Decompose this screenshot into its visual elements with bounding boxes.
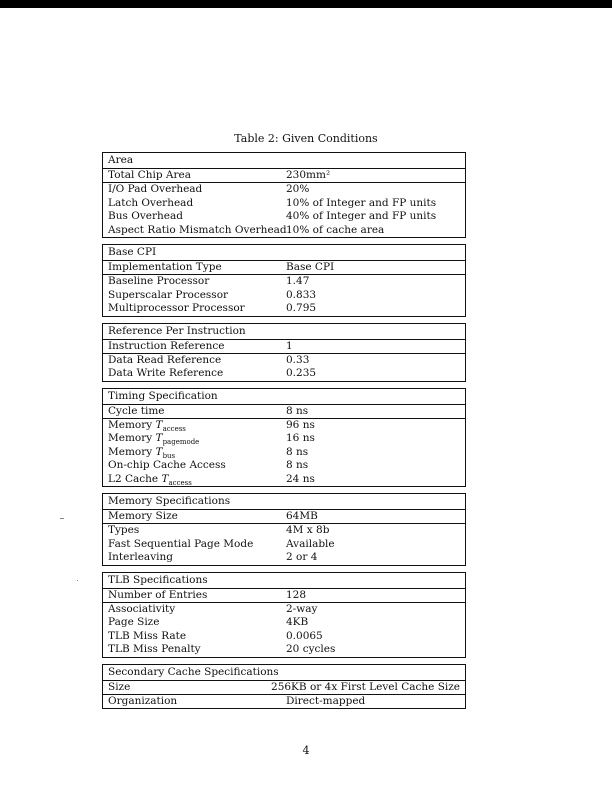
table-row [103, 538, 465, 551]
table-section [102, 493, 466, 566]
row-value: 0.833 [286, 288, 317, 301]
table-section [102, 244, 466, 317]
row-value: 8 ns [286, 445, 309, 458]
row-value: 24 ns [286, 472, 315, 485]
row-label: Data Read Reference [108, 353, 222, 366]
scan-speck [60, 518, 64, 519]
table-row [103, 446, 465, 459]
section-title: Area [103, 153, 465, 169]
table-caption: Table 2: Given Conditions [234, 132, 378, 145]
row-label: Cycle time [108, 404, 165, 417]
row-label: I/O Pad Overhead [108, 183, 203, 196]
table-row [103, 603, 465, 616]
table-row [103, 630, 465, 643]
table-row [103, 473, 465, 486]
row-value: 8 ns [286, 459, 309, 472]
row-label: Superscalar Processor [108, 288, 229, 301]
row-label: Total Chip Area [108, 169, 191, 181]
row-value: 0.235 [286, 367, 317, 380]
row-value: 128 [286, 588, 307, 601]
section-title: Base CPI [103, 245, 465, 261]
table-row [103, 459, 465, 472]
row-label: Page Size [108, 616, 160, 629]
section-title: Secondary Cache Specifications [103, 665, 465, 681]
row-label: On-chip Cache Access [108, 459, 226, 472]
row-label: Interleaving [108, 551, 173, 564]
row-value: 40% of Integer and FP units [286, 210, 437, 223]
row-label: Number of Entries [108, 588, 208, 601]
row-value: Direct-mapped [286, 694, 366, 707]
table-row [103, 275, 465, 288]
row-label: Associativity [108, 602, 176, 615]
row-value: 96 ns [286, 419, 315, 432]
table-section [102, 572, 466, 658]
table-row [103, 197, 465, 210]
table-section [102, 152, 466, 238]
table-row [103, 224, 465, 237]
section-title: TLB Specifications [103, 573, 465, 589]
table-row [103, 419, 465, 432]
row-value: 8 ns [286, 404, 309, 417]
row-label: TLB Miss Penalty [108, 643, 201, 656]
table-row [103, 210, 465, 223]
row-value: 20% [286, 183, 310, 196]
table-row [103, 405, 465, 419]
table-row [103, 183, 465, 196]
section-title: Memory Specifications [103, 494, 465, 510]
row-label: Implementation Type [108, 260, 222, 273]
table-row [103, 169, 465, 183]
row-value: 0.795 [286, 302, 317, 315]
row-label: Instruction Reference [108, 339, 225, 352]
table-row [103, 340, 465, 354]
row-label: TLB Miss Rate [108, 629, 187, 642]
row-value: 230mm² [286, 169, 331, 181]
row-label: Size [108, 680, 131, 693]
table-row [103, 616, 465, 629]
row-value: Base CPI [286, 260, 335, 273]
section-title: Reference Per Instruction [103, 324, 465, 340]
page-number: 4 [302, 744, 310, 757]
row-label: Multiprocessor Processor [108, 302, 245, 315]
row-label: Aspect Ratio Mismatch Overhead [108, 223, 287, 236]
table-row [103, 695, 465, 708]
row-label: Bus Overhead [108, 210, 183, 223]
table-row [103, 551, 465, 564]
row-label: Latch Overhead [108, 196, 194, 209]
table-row [103, 261, 465, 275]
table-row [103, 510, 465, 524]
section-title: Timing Specification [103, 389, 465, 405]
table-row [103, 432, 465, 445]
table-section [102, 323, 466, 382]
row-value: 0.0065 [286, 629, 323, 642]
row-label: Fast Sequential Page Mode [108, 537, 254, 550]
row-value: 10% of cache area [286, 223, 385, 236]
table-section [102, 388, 466, 487]
row-value: 2-way [286, 602, 318, 615]
row-label: L2 Cache $T_{access}$ [108, 472, 192, 487]
row-value: 1.47 [286, 275, 310, 288]
row-label: Types [108, 524, 140, 537]
conditions-table [102, 152, 466, 715]
row-label: Memory Size [108, 510, 178, 523]
row-label: Organization [108, 694, 178, 707]
row-value: 2 or 4 [286, 551, 318, 564]
row-value: 4M x 8b [286, 524, 330, 537]
row-value: 10% of Integer and FP units [286, 196, 437, 209]
row-label: Baseline Processor [108, 275, 210, 288]
scan-top-border [0, 0, 612, 8]
table-row [103, 367, 465, 380]
table-row [103, 524, 465, 537]
table-row [103, 643, 465, 656]
row-value: 1 [286, 339, 293, 352]
row-value: 0.33 [286, 353, 310, 366]
row-label: Memory $T_{access}$ [108, 419, 186, 434]
table-section [102, 664, 466, 710]
row-label: Memory $T_{pagemode}$ [108, 432, 200, 447]
table-row [103, 289, 465, 302]
row-value: 4KB [286, 616, 309, 629]
row-label: Data Write Reference [108, 367, 224, 380]
table-row [103, 302, 465, 315]
row-value: 256KB or 4x First Level Cache Size [271, 680, 460, 693]
table-row [103, 354, 465, 367]
row-value: 64MB [286, 510, 318, 523]
row-value: 20 cycles [286, 643, 336, 656]
row-label: Memory $T_{bus}$ [108, 445, 176, 460]
table-row [103, 681, 465, 695]
row-value: Available [286, 537, 335, 550]
table-row [103, 589, 465, 603]
scan-speck [77, 580, 78, 581]
row-value: 16 ns [286, 432, 315, 445]
